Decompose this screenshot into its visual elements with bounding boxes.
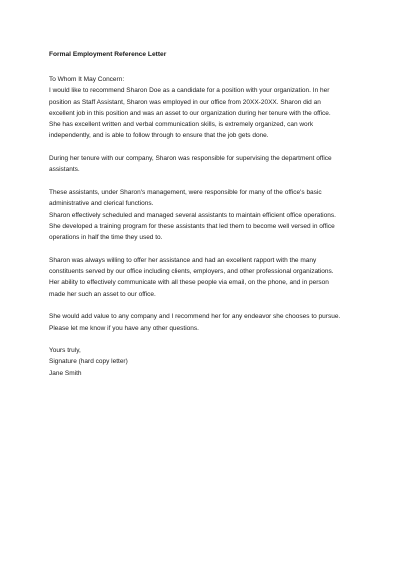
paragraph-line: She would add value to any company and I recommend her for any endeavor she chooses to pursue. bbox=[49, 313, 341, 321]
paragraph-line: administrative and clerical functions. bbox=[49, 200, 154, 208]
paragraph-line: She developed a training program for these assistants that led them to become well versed in office bbox=[49, 222, 335, 230]
paragraph-gap bbox=[49, 300, 369, 311]
paragraph-gap bbox=[49, 243, 369, 254]
paragraph-3 bbox=[49, 187, 369, 243]
paragraph-line: During her tenure with our company, Sharon was responsible for supervising the department office bbox=[49, 155, 332, 163]
letter-body bbox=[49, 50, 369, 379]
paragraph-line: constituents served by our office including clients, employers, and other professional organizations. bbox=[49, 268, 334, 276]
paragraph-line: These assistants, under Sharon's management, were responsible for many of the office's basic bbox=[49, 188, 322, 196]
paragraph-line: independently, and is able to follow through to ensure that the job gets done. bbox=[49, 132, 269, 140]
paragraph-gap bbox=[49, 142, 369, 153]
paragraph-line: She has excellent written and verbal communication skills, is extremely organized, can work bbox=[49, 121, 314, 129]
paragraph-4 bbox=[49, 255, 369, 300]
paragraph-5 bbox=[49, 311, 369, 334]
paragraph-line: Please let me know if you have any other questions. bbox=[49, 324, 199, 332]
paragraph-gap bbox=[49, 176, 369, 187]
paragraph-line: Her ability to effectively communicate with all these people via email, on the phone, and in person bbox=[49, 279, 329, 287]
paragraph-line: excellent job in this position and was an asset to our organization during her tenure with the office. bbox=[49, 109, 331, 117]
paragraph-2 bbox=[49, 153, 369, 176]
signer-name: Jane Smith bbox=[49, 369, 82, 377]
letter-title: Formal Employment Reference Letter bbox=[49, 51, 167, 58]
paragraph-line: operations in half the time they used to. bbox=[49, 234, 163, 242]
paragraph-line: I would like to recommend Sharon Doe as a candidate for a position with your organization. In her bbox=[49, 87, 330, 95]
paragraph-line: Sharon was always willing to offer her assistance and had an excellent rapport with the many bbox=[49, 256, 317, 264]
paragraph-gap bbox=[49, 334, 369, 345]
paragraph-line: position as Staff Assistant, Sharon was employed in our office from 20XX-20XX. Sharon did an bbox=[49, 98, 321, 106]
signature-line: Signature (hard copy letter) bbox=[49, 358, 128, 366]
paragraph-line: made her such an asset to our office. bbox=[49, 290, 156, 298]
valediction: Yours truly, bbox=[49, 347, 81, 355]
salutation: To Whom It May Concern: bbox=[49, 76, 125, 83]
paragraph-line: assistants. bbox=[49, 166, 80, 174]
paragraph-line: Sharon effectively scheduled and managed several assistants to maintain efficient office operations. bbox=[49, 211, 336, 219]
closing-block bbox=[49, 345, 369, 379]
paragraph-1 bbox=[49, 85, 369, 141]
